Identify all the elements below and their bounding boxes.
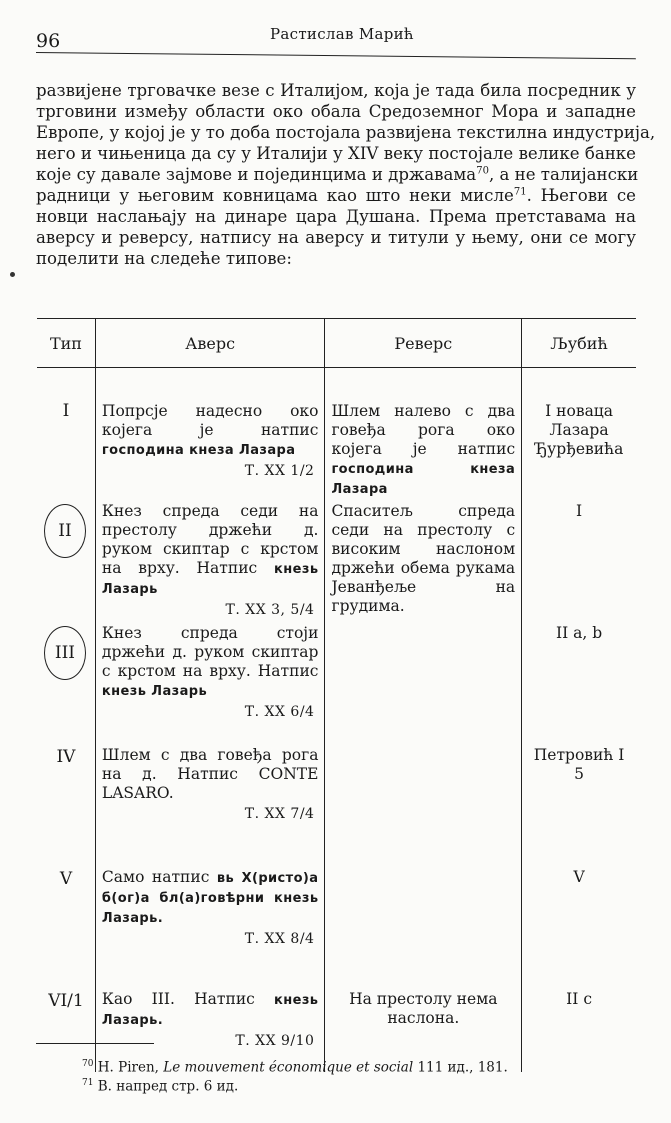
footnote-ref: 70 (476, 165, 489, 177)
header-rule (36, 52, 636, 59)
ljubic-cell (522, 990, 636, 1072)
table-row (37, 368, 636, 503)
footnote-number: 71 (82, 1078, 94, 1088)
plate-ref: Т. XX 3, 5/4 (225, 602, 315, 618)
table-row (37, 868, 636, 990)
circled-type-label: III (44, 626, 86, 680)
ljubic-ref: II a, b (555, 624, 603, 642)
plate-ref: Т. XX 7/4 (244, 806, 315, 822)
body-line-part: радници у његовим ковницама као што неки мисле (36, 186, 514, 205)
header-ljubic: Љубић (522, 319, 636, 368)
body-line-part: које су давале зајмове и појединцима и државама (36, 165, 477, 184)
reverse-desc: Шлем налево с два говеђа рога око којега је натпис (331, 402, 516, 458)
obverse-cell (95, 502, 325, 624)
reverse-cell (325, 624, 522, 746)
body-line: трговини између области око обала Средоземног Мора и западне (36, 102, 636, 121)
reverse-legend: господина кнеза Лазара (331, 462, 516, 497)
footnote-author: H. Piren, (97, 1059, 159, 1076)
obverse-cell (95, 868, 325, 990)
header-type: Тип (37, 319, 95, 368)
obverse-legend: вь Х(ристо)а б(ог)а бл(а)говѣрни кнезь Лазарь. (101, 871, 319, 926)
ljubic-cell (522, 624, 636, 746)
obverse-legend: кнезь Лазарь. (101, 993, 319, 1028)
ljubic-ref: I новаца Лазара Ђурђевића (534, 402, 624, 458)
circled-type-label: II (44, 504, 86, 558)
table-row (37, 624, 636, 746)
type-cell (37, 868, 95, 990)
obverse-cell (95, 368, 325, 503)
margin-dot (10, 272, 15, 277)
ljubic-cell (522, 502, 636, 624)
body-line: новци наслањају на динаре цара Душана. Према претставама на (36, 207, 636, 226)
obverse-text (102, 502, 319, 599)
body-line-part: . Његови се (526, 186, 636, 205)
obverse-text (102, 402, 319, 460)
ljubic-ref: V (573, 868, 585, 886)
body-line: аверсу и реверсу, натпису на аверсу и титули у њему, они се могу (36, 228, 636, 247)
footnote-rule (36, 1043, 154, 1044)
obverse-legend: кнезь Лазарь (101, 562, 319, 597)
plate-ref: Т. XX 9/10 (235, 1033, 315, 1049)
page-number: 96 (36, 30, 61, 52)
ljubic-cell (522, 368, 636, 503)
coin-types-table (37, 318, 636, 1072)
plate-ref: Т. XX 6/4 (244, 704, 315, 720)
type-label: IV (56, 747, 76, 767)
obverse-desc: Кнез спреда стоји држећи д. руком скиптар с крстом на врху. Натпис (101, 624, 319, 680)
reverse-text: Спаситељ спреда седи на престолу с високим наслоном држећи обема рукама Јеванђеље на грудима. (331, 502, 516, 615)
reverse-cell (325, 868, 522, 990)
footnote-71 (82, 1078, 238, 1095)
obverse-desc: Само натпис (101, 868, 210, 886)
type-label: I (62, 401, 70, 421)
footnote-rest: 111 ид., 181. (417, 1059, 508, 1076)
type-cell (37, 502, 95, 624)
type-cell (37, 746, 95, 868)
body-line: Европе, у којој је у то доба постојала развијена текстилна индустрија, (36, 123, 656, 142)
obverse-cell (95, 746, 325, 868)
body-line: него и чињеница да су у Италији у XIV веку постојале велике банке (36, 144, 636, 163)
footnote-title: Le mouvement économique et social (163, 1059, 414, 1076)
footnote-ref: 71 (513, 186, 527, 198)
body-line-part: , а не талијански (488, 165, 639, 184)
table-header-row (37, 319, 636, 368)
obverse-text (102, 868, 319, 928)
reverse-desc: На престолу нема наслона. (349, 990, 498, 1027)
type-cell (37, 624, 95, 746)
obverse-legend: господина кнеза Лазара (101, 443, 296, 458)
table-row (37, 746, 636, 868)
body-line: развијене трговачке везе с Италијом, која је тада била посредник у (36, 81, 636, 100)
reverse-cell (325, 502, 522, 624)
obverse-text: Шлем с два говеђа рога на д. Натпис CONTE LASARO. (101, 746, 319, 802)
obverse-text (102, 624, 319, 701)
reverse-text (331, 402, 515, 499)
footnote-text: В. напред стр. 6 ид. (97, 1078, 239, 1095)
body-line (36, 185, 636, 206)
ljubic-ref: II c (566, 990, 592, 1008)
plate-ref: Т. XX 8/4 (244, 931, 315, 947)
plate-ref: Т. XX 1/2 (244, 463, 315, 479)
obverse-legend: кнезь Лазарь (101, 684, 208, 699)
obverse-text (102, 990, 319, 1030)
ljubic-cell (522, 868, 636, 990)
body-line: поделити на следеће типове: (36, 249, 292, 268)
type-cell (37, 368, 95, 503)
reverse-cell (325, 368, 522, 503)
obverse-desc: Као III. Натпис (101, 990, 255, 1008)
ljubic-cell (522, 746, 636, 868)
ljubic-ref: Петровић I 5 (533, 746, 625, 783)
obverse-cell (95, 624, 325, 746)
reverse-cell (325, 746, 522, 868)
body-line (36, 164, 639, 185)
body-paragraph (36, 80, 656, 269)
header-reverse: Реверс (325, 319, 522, 368)
ljubic-ref: I (576, 502, 583, 520)
footnote-number: 70 (82, 1059, 94, 1069)
type-label: V (59, 869, 73, 889)
table-row (37, 502, 636, 624)
header-obverse: Аверс (95, 319, 325, 368)
footnote-70 (82, 1059, 508, 1076)
obverse-desc: Попрсје надесно око којега је натпис (101, 402, 319, 439)
running-head: Растислав Марић (270, 25, 414, 43)
type-label: VI/1 (48, 991, 84, 1011)
obverse-desc: Кнез спреда седи на престолу држећи д. руком скиптар с крстом на врху. Натпис (101, 502, 319, 577)
